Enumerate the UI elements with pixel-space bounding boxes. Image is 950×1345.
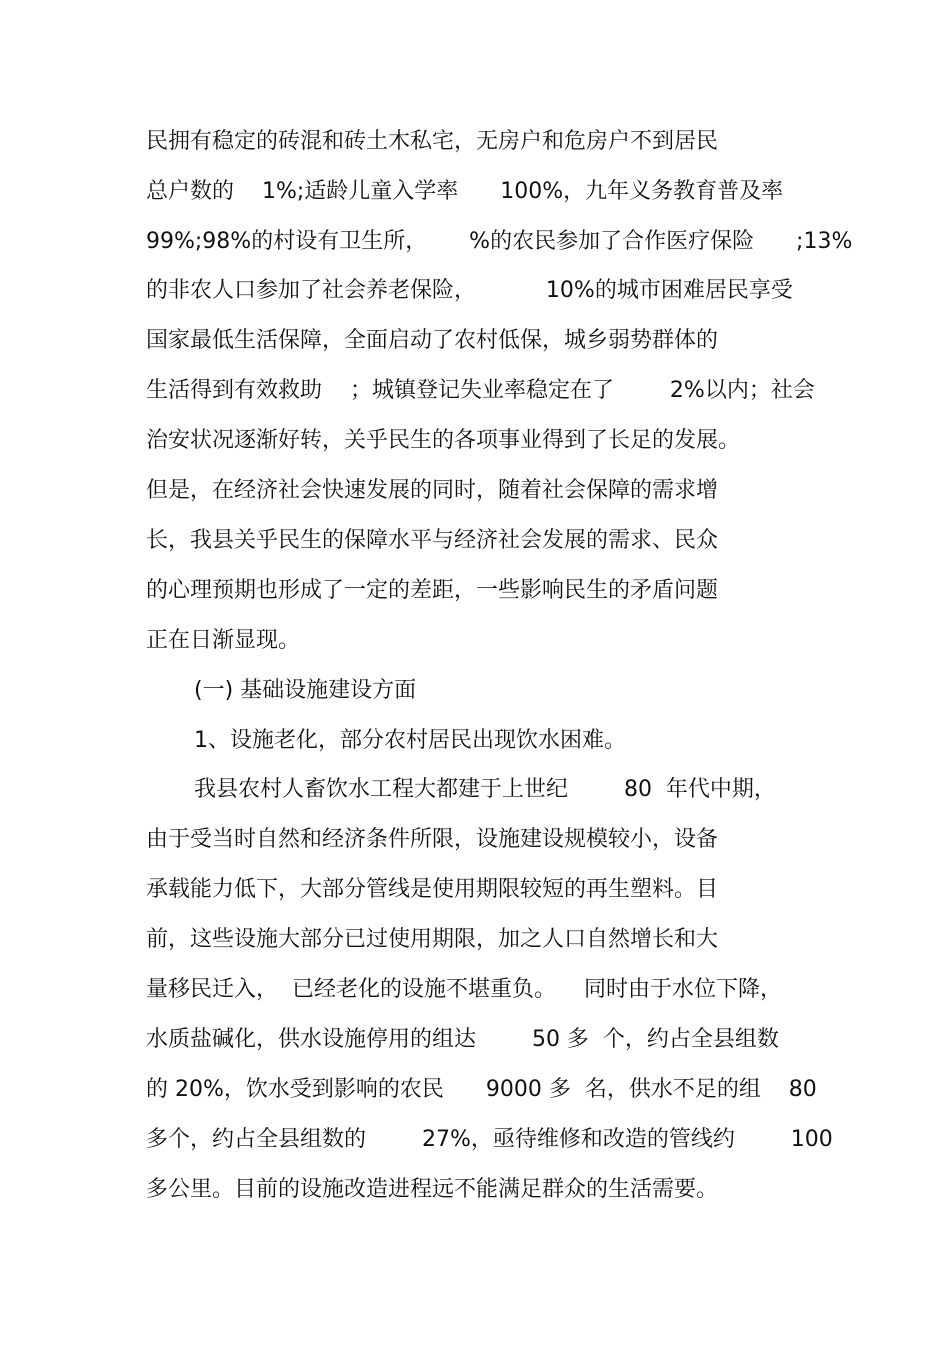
paragraph-line: 99%;98%的村设有卫生所， %的农民参加了合作医疗保险 ;13% (146, 229, 853, 254)
paragraph-line: 正在日渐显现。 (146, 628, 301, 653)
paragraph-line: 长，我县关乎民生的保障水平与经济社会发展的需求、民众 (146, 528, 719, 553)
paragraph-line: 的 20%，饮水受到影响的农民 9000 多 名，供水不足的组 80 (146, 1077, 817, 1102)
paragraph-line: 的心理预期也形成了一定的差距，一些影响民生的矛盾问题 (146, 578, 719, 603)
paragraph-line: 量移民迁入， 已经老化的设施不堪重负。 同时由于水位下降， (146, 977, 782, 1002)
paragraph-line: 多个，约占全县组数的 27%，亟待维修和改造的管线约 100 (146, 1127, 833, 1152)
paragraph-line: 总户数的 1%;适龄儿童入学率 100%，九年义务教育普及率 (146, 179, 784, 204)
paragraph-line: 承载能力低下，大部分管线是使用期限较短的再生塑料。目 (146, 877, 719, 902)
paragraph-line: 由于受当时自然和经济条件所限，设施建设规模较小，设备 (146, 827, 719, 852)
subsection-heading: 1、设施老化，部分农村居民出现饮水困难。 (194, 728, 626, 753)
paragraph-line: 但是，在经济社会快速发展的同时，随着社会保障的需求增 (146, 478, 719, 503)
paragraph-line: 国家最低生活保障，全面启动了农村低保，城乡弱势群体的 (146, 328, 719, 353)
paragraph-line: 的非农人口参加了社会养老保险， 10%的城市困难居民享受 (146, 278, 793, 303)
paragraph-line: 生活得到有效救助 ；城镇登记失业率稳定在了 2%以内；社会 (146, 378, 815, 403)
paragraph-line: 治安状况逐渐好转，关乎民生的各项事业得到了长足的发展。 (146, 428, 741, 453)
section-heading: (一) 基础设施建设方面 (194, 678, 417, 703)
paragraph-line: 多公里。目前的设施改造进程远不能满足群众的生活需要。 (146, 1177, 719, 1202)
paragraph-line: 民拥有稳定的砖混和砖土木私宅，无房户和危房户不到居民 (146, 129, 719, 154)
paragraph-line: 前，这些设施大部分已过使用期限，加之人口自然增长和大 (146, 927, 719, 952)
paragraph-line: 水质盐碱化，供水设施停用的组达 50 多 个，约占全县组数 (146, 1027, 779, 1052)
paragraph-line: 我县农村人畜饮水工程大都建于上世纪 80 年代中期， (194, 777, 776, 802)
